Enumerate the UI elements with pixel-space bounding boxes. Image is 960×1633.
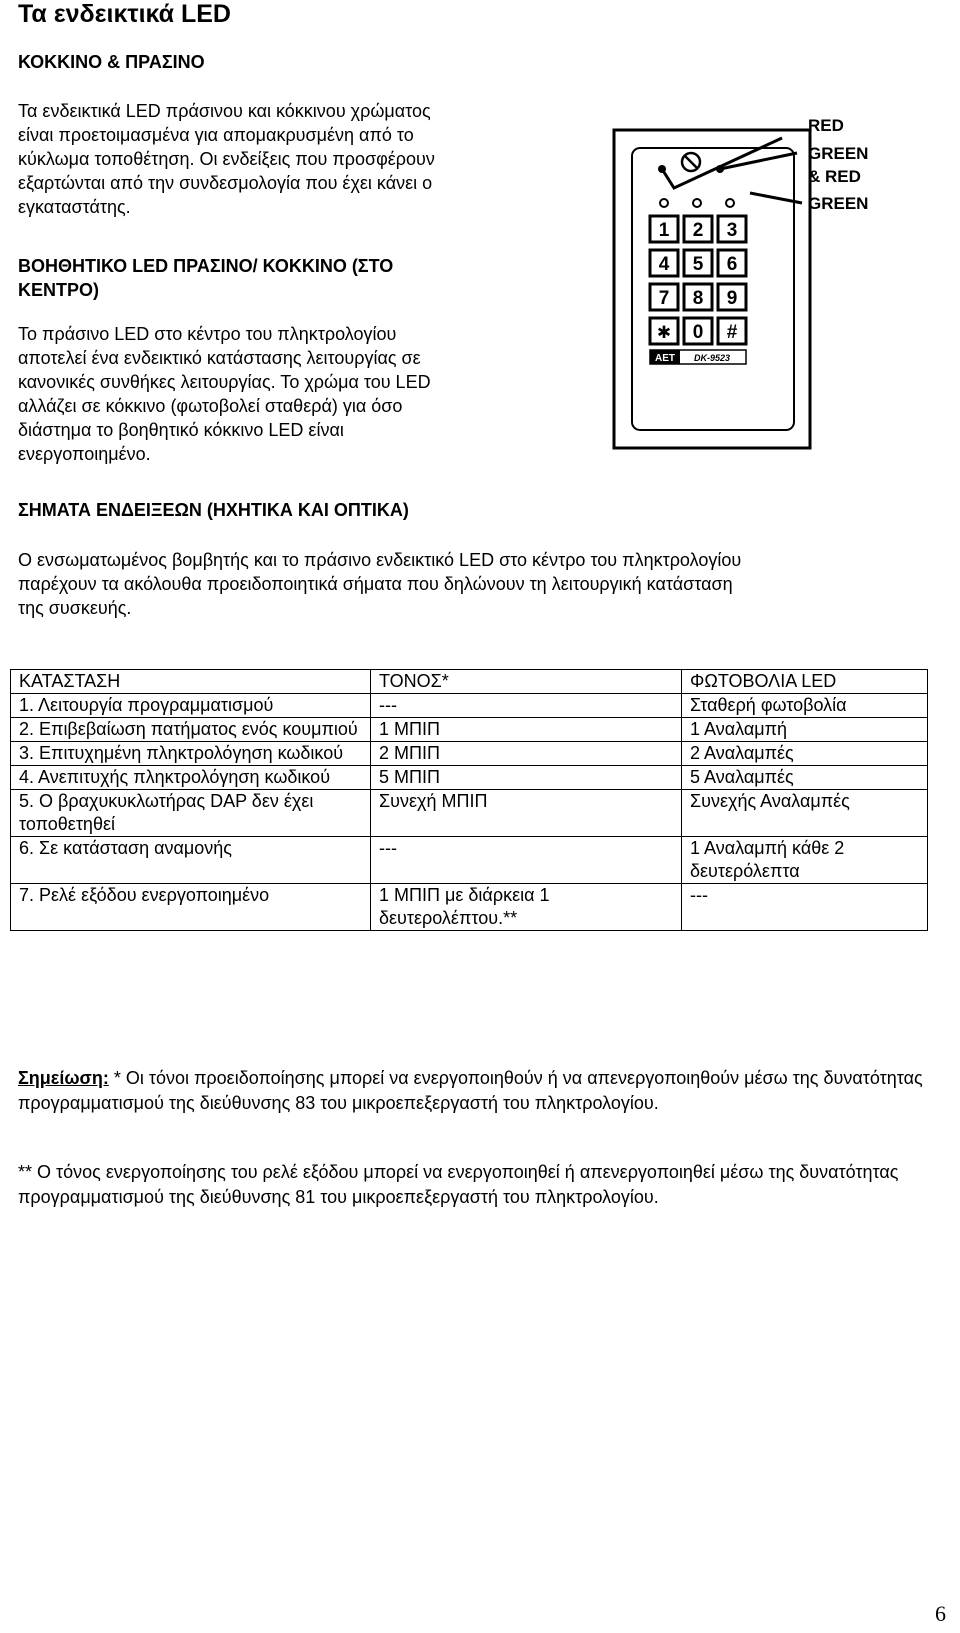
note-relay-tone: ** Ο τόνος ενεργοποίησης του ρελέ εξόδου μπορεί να ενεργοποιηθεί ή απενεργοποιηθεί μέσω της δυνατότητας προγραμματισμού της διεύθυνσης 81 του μικροεπεξεργαστή του πληκτρολογίου. bbox=[18, 1162, 899, 1207]
svg-text:2: 2 bbox=[692, 220, 704, 241]
table-header-cell: ΚΑΤΑΣΤΑΣΗ bbox=[11, 670, 371, 694]
paragraph-line: κύκλωμα τοποθέτηση. Οι ενδείξεις που προσφέρουν bbox=[18, 149, 435, 169]
section-paragraph-aux-led bbox=[18, 322, 431, 466]
table-header-cell: ΦΩΤΟΒΟΛΙΑ LED bbox=[682, 670, 928, 694]
label-green: GREEN bbox=[808, 144, 869, 163]
section-heading-aux-led bbox=[18, 254, 393, 302]
section-heading-red-green: ΚΟΚΚΙΝΟ & ΠΡΑΣΙΝΟ bbox=[18, 52, 205, 72]
note-label: Σημείωση: bbox=[18, 1068, 109, 1088]
table-cell: Συνεχή ΜΠΙΠ bbox=[371, 790, 682, 837]
table-row bbox=[11, 694, 928, 718]
section-paragraph-red-green bbox=[18, 99, 435, 219]
svg-text:7: 7 bbox=[658, 288, 670, 309]
paragraph-line: εγκαταστάτης. bbox=[18, 197, 131, 217]
keypad-led-diagram bbox=[612, 108, 960, 488]
table-header-cell: ΤΟΝΟΣ* bbox=[371, 670, 682, 694]
paragraph-line: είναι προετοιμασμένα για απομακρυσμένη από το bbox=[18, 125, 414, 145]
note-text: * Οι τόνοι προειδοποίησης μπορεί να ενεργοποιηθούν ή να απενεργοποιηθούν μέσω της δυνατότητας προγραμματισμού της διεύθυνσης 83 του μικροεπεξεργαστή του πληκτρολογίου. bbox=[18, 1068, 923, 1113]
label-and-red: & RED bbox=[808, 167, 861, 186]
table-cell: Συνεχής Αναλαμπές bbox=[682, 790, 928, 837]
svg-text:9: 9 bbox=[726, 288, 738, 309]
paragraph-line: Ο ενσωματωμένος βομβητής και το πράσινο ενδεικτικό LED στο κέντρο του πληκτρολογίου bbox=[18, 550, 742, 570]
paragraph-line: αλλάζει σε κόκκινο (φωτοβολεί σταθερά) για όσο bbox=[18, 396, 403, 416]
table-header-row bbox=[11, 670, 928, 694]
note-warning-tones bbox=[18, 1066, 938, 1116]
table-cell: 1 Αναλαμπή κάθε 2 δευτερόλεπτα bbox=[682, 837, 928, 884]
paragraph-line: παρέχουν τα ακόλουθα προειδοποιητικά σήματα που δηλώνουν τη λειτουργική κατάσταση bbox=[18, 574, 733, 594]
table-cell: 5 Αναλαμπές bbox=[682, 766, 928, 790]
svg-text:5: 5 bbox=[692, 254, 704, 275]
brand-logo: AET bbox=[655, 353, 675, 364]
table-cell: 5 ΜΠΙΠ bbox=[371, 766, 682, 790]
table-cell: 1 ΜΠΙΠ με διάρκεια 1 δευτερολέπτου.** bbox=[371, 884, 682, 931]
table-row bbox=[11, 718, 928, 742]
table-cell: 7. Ρελέ εξόδου ενεργοποιημένο bbox=[11, 884, 371, 931]
table-cell: 1 Αναλαμπή bbox=[682, 718, 928, 742]
paragraph-line: ενεργοποιημένο. bbox=[18, 444, 151, 464]
svg-text:8: 8 bbox=[692, 288, 704, 309]
label-green-2: GREEN bbox=[808, 194, 869, 213]
table-cell: 6. Σε κατάσταση αναμονής bbox=[11, 837, 371, 884]
label-red: RED bbox=[808, 116, 844, 135]
page-number: 6 bbox=[935, 1601, 946, 1626]
table-cell: --- bbox=[371, 694, 682, 718]
table-row bbox=[11, 837, 928, 884]
paragraph-line: της συσκευής. bbox=[18, 598, 132, 618]
svg-text:#: # bbox=[726, 322, 738, 343]
section-heading-signals: ΣΗΜΑΤΑ ΕΝΔΕΙΞΕΩΝ (ΗΧΗΤΙΚΑ ΚΑΙ ΟΠΤΙΚΑ) bbox=[18, 500, 409, 520]
heading-line: ΒΟΗΘΗΤΙΚΟ LED ΠΡΑΣΙΝΟ/ ΚΟΚΚΙΝΟ (ΣΤΟ bbox=[18, 256, 394, 276]
table-cell: Σταθερή φωτοβολία bbox=[682, 694, 928, 718]
svg-text:6: 6 bbox=[726, 254, 738, 275]
table-row bbox=[11, 766, 928, 790]
table-cell: 5. Ο βραχυκυκλωτήρας DAP δεν έχει τοποθετηθεί bbox=[11, 790, 371, 837]
table-cell: 2 ΜΠΙΠ bbox=[371, 742, 682, 766]
section-paragraph-signals bbox=[18, 548, 948, 620]
svg-text:1: 1 bbox=[658, 220, 670, 241]
paragraph-line: κανονικές συνθήκες λειτουργίας. Το χρώμα του LED bbox=[18, 372, 431, 392]
table-cell: 4. Ανεπιτυχής πληκτρολόγηση κωδικού bbox=[11, 766, 371, 790]
svg-text:4: 4 bbox=[658, 254, 670, 275]
table-cell: 3. Επιτυχημένη πληκτρολόγηση κωδικού bbox=[11, 742, 371, 766]
paragraph-line: εξαρτώνται από την συνδεσμολογία που έχει κάνει ο bbox=[18, 173, 433, 193]
page-title: Τα ενδεικτικά LED bbox=[18, 0, 231, 28]
paragraph-line: Το πράσινο LED στο κέντρο του πληκτρολογίου bbox=[18, 324, 397, 344]
signals-table bbox=[10, 669, 928, 931]
paragraph-line: αποτελεί ένα ενδεικτικό κατάστασης λειτουργίας σε bbox=[18, 348, 421, 368]
table-row bbox=[11, 884, 928, 931]
table-cell: --- bbox=[682, 884, 928, 931]
svg-text:0: 0 bbox=[692, 322, 704, 343]
paragraph-line: Τα ενδεικτικά LED πράσινου και κόκκινου χρώματος bbox=[18, 101, 431, 121]
svg-text:✱: ✱ bbox=[656, 323, 672, 343]
table-row bbox=[11, 790, 928, 837]
svg-text:3: 3 bbox=[726, 220, 738, 241]
table-cell: --- bbox=[371, 837, 682, 884]
table-row bbox=[11, 742, 928, 766]
paragraph-line: διάστημα το βοηθητικό κόκκινο LED είναι bbox=[18, 420, 344, 440]
table-cell: 2 Αναλαμπές bbox=[682, 742, 928, 766]
heading-line: ΚΕΝΤΡΟ) bbox=[18, 280, 99, 300]
table-cell: 2. Επιβεβαίωση πατήματος ενός κουμπιού bbox=[11, 718, 371, 742]
model-label: DK-9523 bbox=[693, 353, 731, 363]
table-cell: 1. Λειτουργία προγραμματισμού bbox=[11, 694, 371, 718]
table-cell: 1 ΜΠΙΠ bbox=[371, 718, 682, 742]
